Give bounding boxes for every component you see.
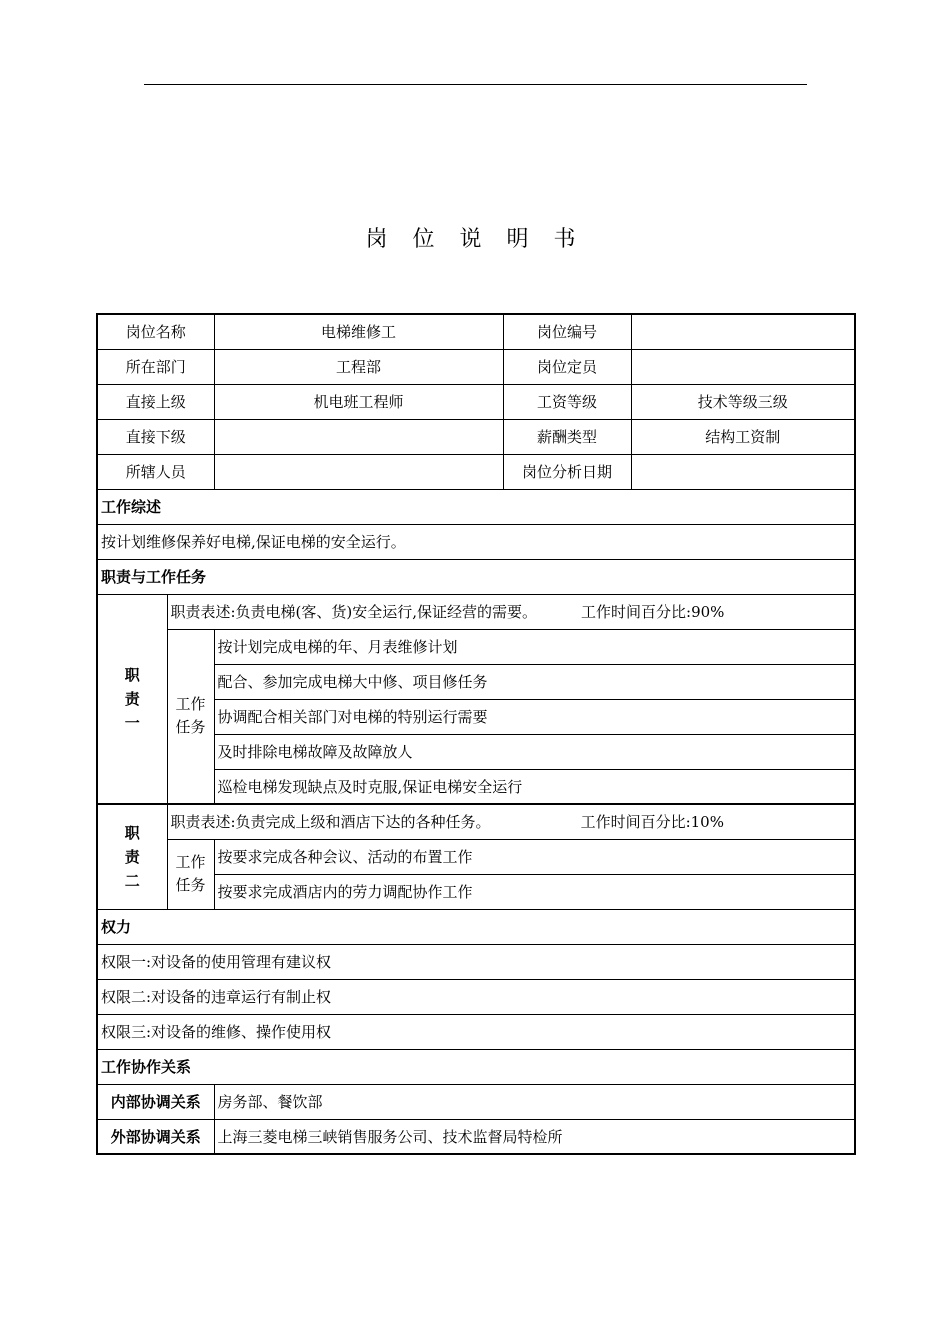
task-item: 按计划完成电梯的年、月表维修计划: [214, 629, 855, 664]
relations-heading: 工作协作关系: [97, 1049, 855, 1084]
task-item: 按要求完成酒店内的劳力调配协作工作: [214, 874, 855, 909]
task-item: 协调配合相关部门对电梯的特别运行需要: [214, 699, 855, 734]
duty-row: [97, 594, 855, 629]
job-description-table: [96, 313, 856, 1155]
authority-heading: 权力: [97, 909, 855, 944]
info-value: [631, 454, 855, 489]
authority-item: 权限二:对设备的违章运行有制止权: [97, 979, 855, 1014]
info-row: [97, 384, 855, 419]
task-item: 配合、参加完成电梯大中修、项目修任务: [214, 664, 855, 699]
task-item: 及时排除电梯故障及故障放人: [214, 734, 855, 769]
duty-description-text: 职责表述:负责电梯(客、货)安全运行,保证经营的需要。: [170, 603, 538, 621]
duty-two-label: 职 责 二: [97, 804, 167, 909]
header-rule: [144, 84, 807, 85]
duties-heading: 职责与工作任务: [97, 559, 855, 594]
info-value: [631, 314, 855, 349]
info-value: 机电班工程师: [214, 384, 503, 419]
summary-text: 按计划维修保养好电梯,保证电梯的安全运行。: [97, 524, 855, 559]
info-value: [214, 454, 503, 489]
info-row: [97, 419, 855, 454]
info-row: [97, 454, 855, 489]
info-label: 所在部门: [97, 349, 214, 384]
external-relations-value: 上海三菱电梯三峡销售服务公司、技术监督局特检所: [214, 1119, 855, 1154]
info-value: 技术等级三级: [631, 384, 855, 419]
summary-heading: 工作综述: [97, 489, 855, 524]
time-percent: 工作时间百分比:90%: [581, 603, 725, 621]
duty-row: [97, 804, 855, 839]
duty-one-label: 职 责 一: [97, 594, 167, 804]
internal-relations-label: 内部协调关系: [97, 1084, 214, 1119]
external-relations-label: 外部协调关系: [97, 1119, 214, 1154]
task-label: 工作 任务: [167, 839, 214, 909]
task-row: [97, 629, 855, 664]
internal-relations-value: 房务部、餐饮部: [214, 1084, 855, 1119]
info-value: 结构工资制: [631, 419, 855, 454]
document-title: 岗 位 说 明 书: [365, 227, 585, 252]
authority-item: 权限一:对设备的使用管理有建议权: [97, 944, 855, 979]
info-row: [97, 314, 855, 349]
duty-two-description: [167, 804, 855, 839]
info-row: [97, 349, 855, 384]
info-value: [214, 419, 503, 454]
duty-description-text: 职责表述:负责完成上级和酒店下达的各种任务。: [170, 813, 491, 832]
info-label: 薪酬类型: [503, 419, 631, 454]
info-label: 工资等级: [503, 384, 631, 419]
info-label: 所辖人员: [97, 454, 214, 489]
duty-one-description: [167, 594, 855, 629]
authority-item: 权限三:对设备的维修、操作使用权: [97, 1014, 855, 1049]
task-item: 按要求完成各种会议、活动的布置工作: [214, 839, 855, 874]
info-label: 岗位名称: [97, 314, 214, 349]
info-value: 电梯维修工: [214, 314, 503, 349]
info-label: 直接下级: [97, 419, 214, 454]
time-percent: 工作时间百分比:10%: [580, 813, 724, 832]
task-row: [97, 839, 855, 874]
info-label: 岗位定员: [503, 349, 631, 384]
info-label: 直接上级: [97, 384, 214, 419]
info-value: [631, 349, 855, 384]
task-label: 工作 任务: [167, 629, 214, 804]
info-label: 岗位分析日期: [503, 454, 631, 489]
task-item: 巡检电梯发现缺点及时克服,保证电梯安全运行: [214, 769, 855, 804]
info-label: 岗位编号: [503, 314, 631, 349]
info-value: 工程部: [214, 349, 503, 384]
